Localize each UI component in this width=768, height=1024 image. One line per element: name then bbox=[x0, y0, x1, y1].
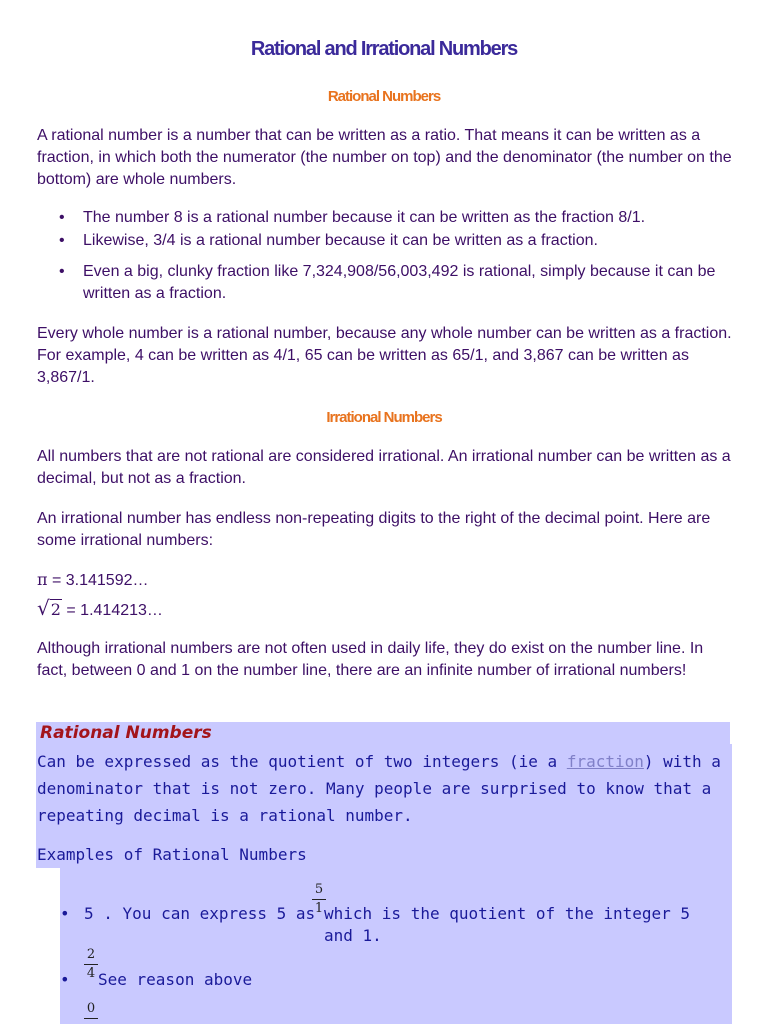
fraction-denominator: 4 bbox=[86, 966, 96, 981]
irrational-p3: Although irrational numbers are not often used in daily life, they do exist on the number line. In fact, between 0 and 1 on the number line, there are an infinite number of irrational numbers! bbox=[37, 640, 704, 679]
list-item-text: The number 8 is a rational number because it can be written as the fraction 8/1. bbox=[83, 209, 646, 226]
box-title: Rational Numbers bbox=[40, 723, 212, 743]
box-desc-after: ) with a denominator that is not zero. Many people are surprised to know that a repeating decimal is a rational number. bbox=[37, 752, 721, 825]
sqrt-value: = 1.414213… bbox=[61, 602, 163, 619]
sqrt-radicand: 2 bbox=[50, 600, 61, 619]
sqrt-line bbox=[37, 597, 163, 622]
fraction-bar bbox=[84, 964, 98, 965]
fraction-2-over-4 bbox=[84, 947, 98, 982]
bullet-icon: • bbox=[59, 209, 65, 226]
bullet-icon: • bbox=[60, 970, 70, 989]
list-item-text: Likewise, 3/4 is a rational number because it can be written as a fraction. bbox=[83, 232, 598, 249]
irrational-heading: Irrational Numbers bbox=[326, 409, 442, 426]
irrational-p2: An irrational number has endless non-repeating digits to the right of the decimal point. Here are some irrational numbers: bbox=[37, 510, 711, 549]
examples-heading: Examples of Rational Numbers bbox=[37, 845, 307, 864]
fraction-link[interactable]: fraction bbox=[566, 752, 644, 771]
irrational-p1: All numbers that are not rational are considered irrational. An irrational number can be written as a decimal, but not as a fraction. bbox=[37, 448, 731, 487]
pi-value: = 3.141592… bbox=[47, 572, 149, 589]
fraction-numerator: 2 bbox=[86, 947, 96, 962]
fraction-bar bbox=[312, 899, 326, 900]
box-description bbox=[37, 748, 727, 829]
bullet-icon: • bbox=[59, 232, 65, 249]
example-1-after: which is the quotient of the integer 5 and 1. bbox=[324, 904, 691, 945]
example-1-before: 5 . You can express 5 as bbox=[84, 904, 316, 923]
fraction-numerator: 5 bbox=[314, 882, 324, 897]
fraction-denominator: 1 bbox=[314, 901, 324, 916]
pi-line bbox=[37, 569, 148, 592]
fraction-bar bbox=[84, 1018, 98, 1019]
page-title: Rational and Irrational Numbers bbox=[250, 38, 518, 60]
example-2-text: See reason above bbox=[98, 970, 253, 989]
fraction-numerator: 0 bbox=[86, 1001, 96, 1016]
whole-number-paragraph: Every whole number is a rational number, because any whole number can be written as a fraction. For example, 4 can be written as 4/1, 65 can be written as 65/1, and 3,867 can be written as 3,867/1. bbox=[37, 325, 732, 386]
list-item-text: Even a big, clunky fraction like 7,324,908/56,003,492 is rational, simply because it can be written as a fraction. bbox=[83, 263, 716, 302]
list-item bbox=[37, 230, 737, 252]
bullet-icon: • bbox=[60, 904, 70, 923]
rational-heading: Rational Numbers bbox=[327, 88, 441, 105]
fraction-0 bbox=[84, 1001, 98, 1020]
box-desc-before: Can be expressed as the quotient of two integers (ie a bbox=[37, 752, 567, 771]
sqrt-icon: √ bbox=[37, 596, 50, 620]
bullet-icon: • bbox=[59, 263, 65, 280]
rational-intro: A rational number is a number that can be written as a ratio. That means it can be written as a fraction, in which both the numerator (the number on top) and the denominator (the number on the bottom) are whole numbers. bbox=[37, 127, 732, 188]
list-item bbox=[37, 261, 737, 305]
pi-symbol: π bbox=[37, 570, 48, 589]
list-item bbox=[37, 207, 737, 229]
